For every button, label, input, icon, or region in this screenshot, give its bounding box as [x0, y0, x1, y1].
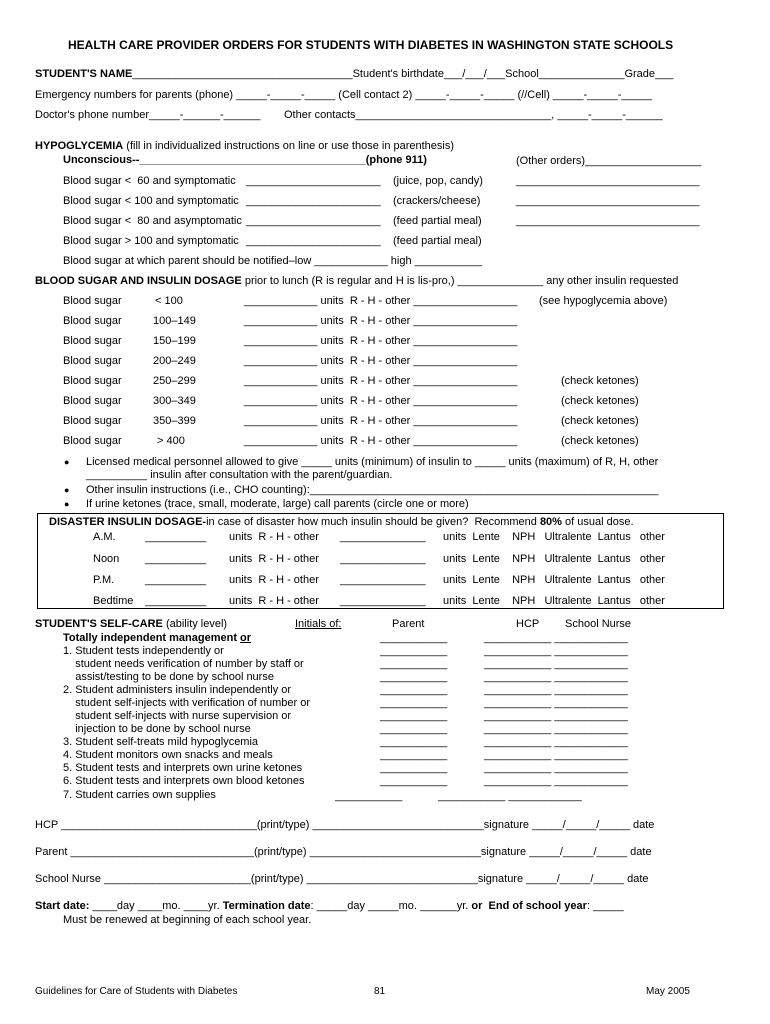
dosage-row-units[interactable]: ____________ units R - H - other _________________	[244, 415, 518, 427]
dates-line[interactable]	[35, 900, 624, 913]
dosage-row-units[interactable]: ____________ units R - H - other _________________	[244, 335, 518, 347]
emergency-numbers-field[interactable]: Emergency numbers for parents (phone) _____-_____-_____ (Cell contact 2) _____-_____-_____ (//Cell) _____-_____-_____	[35, 89, 653, 101]
student-name-line[interactable]	[35, 68, 673, 81]
parent-column-header: Parent	[392, 618, 425, 630]
renewal-note: Must be renewed at beginning of each school year.	[63, 914, 312, 926]
selfcare-item: 2. Student administers insulin independently or	[63, 684, 292, 696]
disaster-units: units R - H - other	[229, 574, 319, 586]
dosage-row-units[interactable]: ____________ units R - H - other _________________	[244, 435, 518, 447]
hypo-row-blank[interactable]: ______________________	[246, 195, 381, 207]
dosage-row-range: < 100	[155, 295, 183, 307]
other-insulin-instructions[interactable]: Other insulin instructions (i.e., CHO counting):_________________________________________________________	[86, 484, 659, 496]
parent-initials-blank[interactable]: ___________	[380, 684, 448, 696]
disaster-heading-bold: DISASTER INSULIN DOSAGE-	[49, 516, 207, 528]
termination-date-blanks: : _____day _____mo. ______yr.	[310, 900, 472, 912]
disaster-insulin-options[interactable]: units Lente NPH Ultralente Lantus other	[443, 574, 665, 586]
selfcare-item: 7. Student carries own supplies	[63, 789, 216, 801]
selfcare-heading	[35, 618, 227, 631]
dosage-row-label: Blood sugar	[63, 335, 122, 347]
unconscious-field[interactable]: Unconscious--_____________________________________(phone 911)	[63, 154, 427, 166]
selfcare-item: student self-injects with verification of number or	[63, 697, 310, 709]
selfcare-heading-rest: (ability level)	[162, 618, 228, 630]
disaster-blank[interactable]: __________	[145, 531, 207, 543]
dosage-row-units[interactable]: ____________ units R - H - other _________________	[244, 395, 518, 407]
dosage-row-label: Blood sugar	[63, 315, 122, 327]
dosage-heading-bold: BLOOD SUGAR AND INSULIN DOSAGE	[35, 275, 242, 287]
dosage-row-label: Blood sugar	[63, 435, 122, 447]
licensed-personnel-text[interactable]: Licensed medical personnel allowed to give _____ units (minimum) of insulin to _____ units (maximum) of R, H, other	[86, 456, 659, 468]
or-text: or	[240, 632, 252, 644]
selfcare-item: 3. Student self-treats mild hypoglycemia	[63, 736, 259, 748]
dosage-row-note: (see hypoglycemia above)	[539, 295, 668, 307]
hcp-nurse-initials-blank[interactable]: ___________ ____________	[484, 710, 628, 722]
disaster-heading	[49, 516, 634, 529]
selfcare-item: student needs verification of number by staff or	[63, 658, 304, 670]
school-field: School______________	[505, 68, 625, 80]
page-number: 81	[374, 986, 386, 997]
disaster-time: Bedtime	[93, 595, 134, 607]
dosage-row-note: (check ketones)	[561, 435, 639, 447]
hypo-row-label: Blood sugar < 100 and symptomatic	[63, 195, 239, 207]
parent-initials-blank[interactable]: ___________	[380, 710, 448, 722]
hcp-nurse-initials-blank[interactable]: ___________ ____________	[484, 775, 628, 787]
dosage-row-range: 350–399	[153, 415, 196, 427]
hcp-nurse-initials-blank[interactable]: ___________ ____________	[484, 671, 628, 683]
end-of-school-year-blank: : _____	[586, 900, 624, 912]
selfcare-item: 1. Student tests independently or	[63, 645, 224, 657]
bullet-icon: ●	[64, 485, 70, 495]
end-of-school-year-label: End of school year	[482, 900, 587, 912]
hcp-nurse-initials-blank[interactable]: ___________ ____________	[484, 762, 628, 774]
dosage-row-units[interactable]: ____________ units R - H - other _________________	[244, 315, 518, 327]
disaster-blank[interactable]: __________	[145, 574, 207, 586]
notify-threshold-field[interactable]: Blood sugar at which parent should be notified–low ____________ high ___________	[63, 255, 482, 267]
parent-initials-blank[interactable]: ___________	[380, 775, 448, 787]
or-text: or	[471, 900, 483, 912]
dosage-row-range: > 400	[157, 435, 185, 447]
hypo-row-label: Blood sugar > 100 and symptomatic	[63, 235, 239, 247]
disaster-units: units R - H - other	[229, 553, 319, 565]
start-date-label: Start date:	[35, 900, 90, 912]
selfcare-item: 5. Student tests and interprets own urine ketones	[63, 762, 303, 774]
dosage-row-note: (check ketones)	[561, 395, 639, 407]
selfcare-heading-bold: STUDENT'S SELF-CARE	[35, 618, 163, 630]
hcp-nurse-initials-blank[interactable]: ___________ ____________	[484, 723, 628, 735]
dosage-row-note: (check ketones)	[561, 375, 639, 387]
hypo-row-blank[interactable]: ______________________	[246, 175, 381, 187]
parent-signature-line[interactable]: Parent ______________________________(print/type) ____________________________signature _____/_____/_____ date	[35, 846, 652, 858]
dosage-row-label: Blood sugar	[63, 355, 122, 367]
disaster-heading-rest: in case of disaster how much insulin should be given? Recommend	[206, 516, 540, 528]
dosage-row-range: 150–199	[153, 335, 196, 347]
disaster-blank[interactable]: __________	[145, 553, 207, 565]
parent-initials-blank[interactable]: ___________	[335, 790, 403, 802]
selfcare-item: assist/testing to be done by school nurse	[63, 671, 274, 683]
hypo-row-label: Blood sugar < 60 and symptomatic	[63, 175, 236, 187]
totally-independent-label	[63, 632, 251, 645]
hcp-signature-line[interactable]: HCP ________________________________(print/type) ____________________________signature _____/_____/_____ date	[35, 819, 655, 831]
parent-initials-blank[interactable]: ___________	[380, 658, 448, 670]
footer-date: May 2005	[646, 986, 690, 997]
dosage-row-label: Blood sugar	[63, 295, 122, 307]
hcp-column-header: HCP	[516, 618, 540, 630]
disaster-blank2[interactable]: ______________	[340, 553, 426, 565]
hypo-row-paren: (feed partial meal)	[393, 215, 482, 227]
parent-initials-blank[interactable]: ___________	[380, 697, 448, 709]
dosage-heading-rest: prior to lunch (R is regular and H is lis-pro,) ______________ any other insulin requested	[241, 275, 679, 287]
parent-initials-blank[interactable]: ___________	[380, 736, 448, 748]
dosage-row-label: Blood sugar	[63, 415, 122, 427]
nurse-column-header: School Nurse	[565, 618, 632, 630]
parent-initials-blank[interactable]: ___________	[380, 723, 448, 735]
dosage-heading	[35, 275, 678, 288]
selfcare-item: 4. Student monitors own snacks and meals	[63, 749, 273, 761]
hcp-nurse-initials-blank[interactable]: ___________ ____________	[484, 684, 628, 696]
hcp-nurse-initials-blank[interactable]: ___________ ____________	[484, 736, 628, 748]
selfcare-item: injection to be done by school nurse	[63, 723, 251, 735]
hypo-row-blank[interactable]: ______________________	[246, 215, 381, 227]
hcp-nurse-initials-blank[interactable]: ___________ ____________	[484, 658, 628, 670]
dosage-row-note: (check ketones)	[561, 415, 639, 427]
bullet-icon: ●	[64, 457, 70, 467]
disaster-insulin-options[interactable]: units Lente NPH Ultralente Lantus other	[443, 595, 665, 607]
disaster-time: Noon	[93, 553, 120, 565]
hypo-row-paren: (juice, pop, candy)	[393, 175, 483, 187]
hypo-row-blank[interactable]: ______________________	[246, 235, 381, 247]
birthdate-field: Student's birthdate___/___/___	[352, 68, 506, 80]
parent-initials-blank[interactable]: ___________	[380, 671, 448, 683]
disaster-blank2[interactable]: ______________	[340, 595, 426, 607]
page-title: HEALTH CARE PROVIDER ORDERS FOR STUDENTS WITH DIABETES IN WASHINGTON STATE SCHOOLS	[68, 38, 674, 52]
dosage-row-range: 100–149	[153, 315, 196, 327]
urine-ketones-text[interactable]: If urine ketones (trace, small, moderate, large) call parents (circle one or more)	[86, 498, 469, 510]
nurse-signature-line[interactable]: School Nurse ________________________(print/type) ____________________________signature _____/_____/_____ date	[35, 873, 649, 885]
footer-title: Guidelines for Care of Students with Diabetes	[35, 986, 238, 997]
hypo-row-paren: (crackers/cheese)	[393, 195, 481, 207]
initials-of-label: Initials of:	[295, 618, 342, 630]
dosage-row-range: 250–299	[153, 375, 196, 387]
termination-date-label: Termination date	[222, 900, 311, 912]
hcp-nurse-initials-blank[interactable]: ___________ ____________	[438, 790, 582, 802]
grade-field: Grade___	[624, 68, 674, 80]
disaster-heading-end: of usual dose.	[561, 516, 634, 528]
disaster-percent: 80%	[539, 516, 562, 528]
dosage-row-label: Blood sugar	[63, 375, 122, 387]
disaster-time: P.M.	[93, 574, 115, 586]
hypo-right-blank[interactable]: ______________________________	[516, 175, 700, 187]
disaster-blank2[interactable]: ______________	[340, 574, 426, 586]
totally-independent-text: Totally independent management	[63, 632, 241, 644]
hcp-nurse-initials-blank[interactable]: ___________ ____________	[484, 749, 628, 761]
disaster-blank[interactable]: __________	[145, 595, 207, 607]
parent-initials-blank[interactable]: ___________	[380, 645, 448, 657]
parent-initials-blank[interactable]: ___________	[380, 762, 448, 774]
hypo-right-blank[interactable]: ______________________________	[516, 195, 700, 207]
dosage-row-range: 200–249	[153, 355, 196, 367]
dosage-row-range: 300–349	[153, 395, 196, 407]
licensed-personnel-text-cont[interactable]: __________ insulin after consultation with the parent/guardian.	[86, 469, 393, 481]
disaster-blank2[interactable]: ______________	[340, 531, 426, 543]
disaster-units: units R - H - other	[229, 531, 319, 543]
other-orders-field[interactable]: (Other orders)___________________	[516, 155, 702, 167]
hypoglycemia-heading-rest: (fill in individualized instructions on line or use those in parenthesis)	[123, 140, 455, 152]
dosage-row-units[interactable]: ____________ units R - H - other _________________	[244, 355, 518, 367]
hypoglycemia-heading	[35, 140, 454, 153]
dosage-row-units[interactable]: ____________ units R - H - other _________________	[244, 295, 518, 307]
disaster-insulin-options[interactable]: units Lente NPH Ultralente Lantus other	[443, 553, 665, 565]
student-name-blank: ____________________________________	[132, 68, 353, 80]
dosage-row-units[interactable]: ____________ units R - H - other _________________	[244, 375, 518, 387]
bullet-icon: ●	[64, 499, 70, 509]
student-name-label: STUDENT'S NAME	[35, 68, 133, 80]
hypo-row-label: Blood sugar < 80 and asymptomatic	[63, 215, 242, 227]
parent-initials-blank[interactable]: ___________	[380, 632, 448, 644]
selfcare-item: 6. Student tests and interprets own blood ketones	[63, 775, 305, 787]
disaster-insulin-options[interactable]: units Lente NPH Ultralente Lantus other	[443, 531, 665, 543]
hypo-right-blank[interactable]: ______________________________	[516, 215, 700, 227]
hcp-nurse-initials-blank[interactable]: ___________ ____________	[484, 632, 628, 644]
hcp-nurse-initials-blank[interactable]: ___________ ____________	[484, 697, 628, 709]
other-contacts-field[interactable]: Other contacts________________________________, _____-_____-______	[284, 109, 663, 121]
hypo-row-paren: (feed partial meal)	[393, 235, 482, 247]
disaster-time: A.M.	[93, 531, 116, 543]
selfcare-item: student self-injects with nurse supervision or	[63, 710, 292, 722]
dosage-row-label: Blood sugar	[63, 395, 122, 407]
doctor-phone-field[interactable]: Doctor's phone number_____-______-______	[35, 109, 261, 121]
parent-initials-blank[interactable]: ___________	[380, 749, 448, 761]
hypoglycemia-heading-bold: HYPOGLYCEMIA	[35, 140, 124, 152]
hcp-nurse-initials-blank[interactable]: ___________ ____________	[484, 645, 628, 657]
disaster-units: units R - H - other	[229, 595, 319, 607]
start-date-blanks: ____day ____mo. ____yr.	[89, 900, 223, 912]
